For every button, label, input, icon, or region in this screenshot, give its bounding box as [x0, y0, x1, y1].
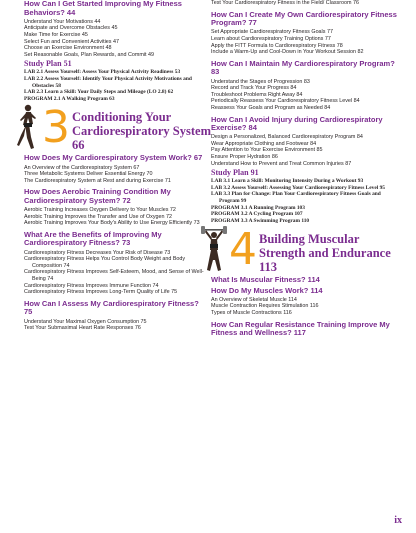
chapter-title[interactable]: Building Muscular Strength and Endurance 113: [259, 232, 391, 275]
section-heading[interactable]: How Can I Create My Own Cardiorespiratory Fitness Program? 77: [211, 9, 397, 28]
toc-entry[interactable]: Choose an Exercise Environment 48: [24, 45, 112, 52]
toc-entry[interactable]: Design a Personalized, Balanced Cardiorespiratory Program 84: [211, 134, 363, 141]
lab-entry[interactable]: PROGRAM 2.1 A Walking Program 63: [24, 95, 115, 102]
toc-entry[interactable]: Muscle Contraction Requires Stimulation 116: [211, 303, 319, 310]
section-heading[interactable]: How Can I Avoid Injury during Cardiorespiratory Exercise? 84: [211, 114, 383, 133]
lab-entry[interactable]: PROGRAM 3.3 A Swimming Program 110: [211, 217, 310, 224]
toc-entry[interactable]: Learn about Cardiorespiratory Training Options 77: [211, 35, 331, 42]
toc-entry[interactable]: Understand Your Motivations 44: [24, 18, 101, 25]
lab-entry[interactable]: LAB 2.3 Learn a Skill: Your Daily Steps and Mileage (LO 2.8) 62: [24, 89, 174, 96]
toc-entry[interactable]: Understand How to Prevent and Treat Common Injuries 87: [211, 160, 352, 167]
toc-entry[interactable]: Ensure Proper Hydration 86: [211, 154, 278, 161]
toc-entry[interactable]: Types of Muscle Contractions 116: [211, 309, 292, 316]
section-heading[interactable]: How Does My Cardiorespiratory System Work? 67: [24, 153, 203, 163]
toc-entry[interactable]: Test Your Cardiorespiratory Fitness in the Field/ Classroom 76: [211, 0, 360, 6]
lab-entry[interactable]: LAB 3.1 Learn a Skill: Monitoring Intensity During a Workout 93: [211, 178, 364, 185]
toc-entry[interactable]: Select Fun and Convenient Activities 47: [24, 38, 119, 45]
toc-entry[interactable]: Wear Appropriate Clothing and Footwear 84: [211, 140, 317, 147]
toc-entry[interactable]: Apply the FITT Formula to Cardiorespiratory Fitness 78: [211, 42, 343, 49]
chapter-title[interactable]: Conditioning Your Cardiorespiratory System 66: [72, 110, 211, 153]
toc-entry[interactable]: Aerobic Training Increases Oxygen Delivery to Your Muscles 72: [24, 207, 176, 214]
study-plan-heading[interactable]: Study Plan 51: [24, 59, 72, 69]
weightlifter-illustration: [201, 226, 227, 272]
section-heading[interactable]: How Can I Maintain My Cardiorespiratory Program? 83: [211, 58, 395, 77]
toc-entry[interactable]: Cardiorespiratory Fitness Improves Long-Term Quality of Life 75: [24, 289, 178, 296]
toc-entry[interactable]: Anticipate and Overcome Obstacles 45: [24, 25, 118, 32]
toc-entry[interactable]: Understand the Stages of Progression 83: [211, 78, 310, 85]
toc-entry[interactable]: Test Your Submaximal Heart Rate Responses 76: [24, 325, 141, 332]
toc-entry[interactable]: Aerobic Training Improves Your Body's Ability to Use Energy Efficiently 73: [24, 220, 200, 227]
study-plan-heading[interactable]: Study Plan 91: [211, 168, 259, 178]
lab-entry[interactable]: LAB 3.3 Plan for Change: Plan Your Cardiorespiratory Fitness Goals and Program 99: [211, 191, 381, 205]
toc-right-column: [211, 0, 401, 339]
toc-entry[interactable]: Record and Track Your Progress 84: [211, 85, 297, 92]
toc-entry[interactable]: Pay Attention to Your Exercise Environment 85: [211, 147, 323, 154]
toc-entry[interactable]: Understand Your Maximal Oxygen Consumption 75: [24, 318, 147, 325]
toc-entry[interactable]: Include a Warm-Up and Cool-Down in Your Workout Session 82: [211, 49, 364, 56]
lab-entry[interactable]: PROGRAM 3.2 A Cycling Program 107: [211, 211, 303, 218]
chapter-heading: [211, 224, 401, 276]
toc-entry[interactable]: Three Metabolic Systems Deliver Essential Energy 70: [24, 171, 153, 178]
toc-left-column: [24, 0, 211, 332]
lab-entry[interactable]: PROGRAM 3.1 A Running Program 103: [211, 204, 305, 211]
section-heading[interactable]: How Does Aerobic Training Condition My Cardiorespiratory System? 72: [24, 187, 171, 205]
section-heading[interactable]: What Is Muscular Fitness? 114: [211, 275, 320, 285]
toc-entry[interactable]: Cardiorespiratory Fitness Improves Immune Function 74: [24, 282, 159, 289]
toc-entry[interactable]: The Cardiorespiratory System at Rest and during Exercise 71: [24, 177, 171, 184]
lab-entry[interactable]: LAB 3.2 Assess Yourself: Assessing Your Cardiorespiratory Fitness Level 95: [211, 184, 385, 191]
toc-entry[interactable]: An Overview of the Cardiorespiratory System 67: [24, 164, 140, 171]
toc-entry[interactable]: Set Reasonable Goals, Plan Rewards, and Commit 49: [24, 51, 155, 58]
chapter-heading: [24, 102, 211, 154]
chapter-number: 4: [229, 224, 257, 276]
toc-entry[interactable]: Cardiorespiratory Fitness Helps You Control Body Weight and Body Composition 74: [24, 256, 186, 269]
toc-entry[interactable]: Reassess Your Goals and Program as Needed 84: [211, 104, 331, 111]
section-heading[interactable]: How Do My Muscles Work? 114: [211, 285, 323, 295]
toc-entry[interactable]: Periodically Reassess Your Cardiorespiratory Fitness Level 84: [211, 98, 360, 105]
toc-entry[interactable]: Cardiorespiratory Fitness Improves Self-Esteem, Mood, and Sense of Well-Being 74: [24, 269, 204, 282]
toc-entry[interactable]: Aerobic Training Improves the Transfer and Use of Oxygen 72: [24, 213, 173, 220]
toc-entry[interactable]: Troubleshoot Problems Right Away 84: [211, 91, 303, 98]
runner-illustration: [14, 104, 40, 150]
section-heading[interactable]: How Can Regular Resistance Training Improve My Fitness and Wellness? 117: [211, 319, 390, 338]
toc-entry[interactable]: An Overview of Skeletal Muscle 114: [211, 296, 297, 303]
chapter-number: 3: [42, 102, 70, 154]
toc-entry[interactable]: Cardiorespiratory Fitness Decreases Your Risk of Disease 73: [24, 249, 171, 256]
toc-entry[interactable]: Set Appropriate Cardiorespiratory Fitness Goals 77: [211, 29, 333, 36]
page-number: ix: [394, 515, 402, 526]
section-heading[interactable]: How Can I Get Started Improving My Fitness Behaviors? 44: [24, 0, 182, 17]
lab-entry[interactable]: LAB 2.1 Assess Yourself: Assess Your Physical Activity Readiness 53: [24, 69, 181, 76]
section-heading[interactable]: How Can I Assess My Cardiorespiratory Fitness? 75: [24, 298, 199, 317]
section-heading[interactable]: What Are the Benefits of Improving My Cardiorespiratory Fitness? 73: [24, 229, 162, 248]
toc-entry[interactable]: Make Time for Exercise 45: [24, 31, 88, 38]
lab-entry[interactable]: LAB 2.2 Assess Yourself: Identify Your Physical Activity Motivations and Obstacles 58: [24, 75, 192, 89]
